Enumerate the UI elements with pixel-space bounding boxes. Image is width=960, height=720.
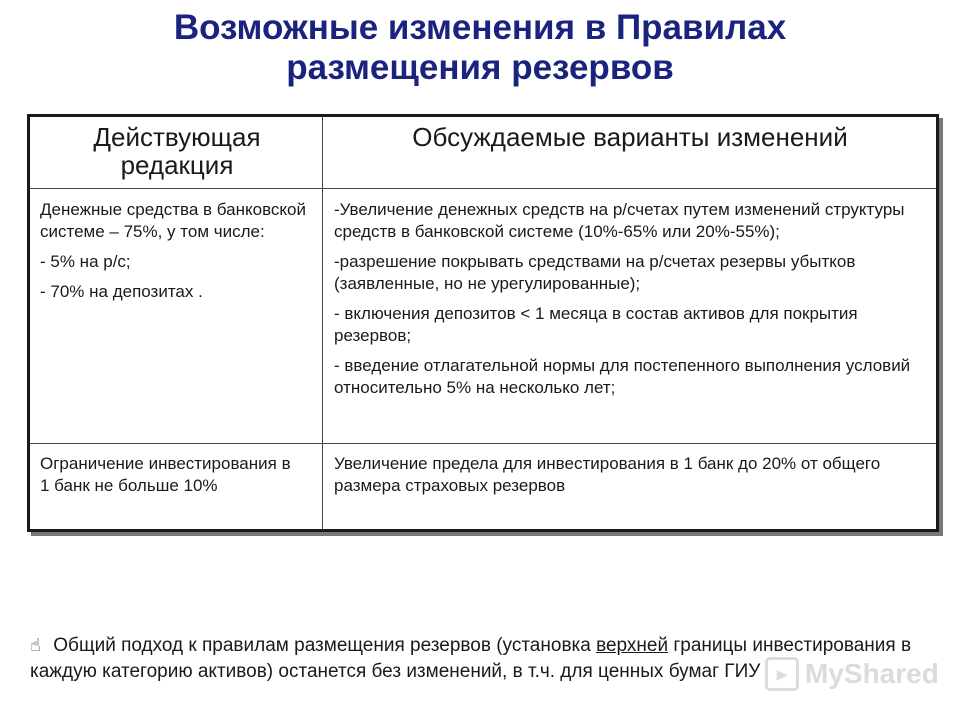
header-proposed-changes: Обсуждаемые варианты изменений <box>412 122 848 152</box>
row-1-proposed-item: -Увеличение денежных средств на р/счетах путем изменений структуры средств в банковской системе (10%-65% или 20%-55%); <box>334 200 905 241</box>
row-1-proposed-item: - введение отлагательной нормы для постепенного выполнения условий относительно 5% на несколько лет; <box>334 356 911 397</box>
row-1-current <box>40 199 308 303</box>
comparison-table <box>27 114 939 532</box>
watermark-text: MyShared <box>805 658 939 689</box>
title-line-2: размещения резервов <box>286 48 674 87</box>
title-line-1: Возможные изменения в Правилах <box>173 8 787 47</box>
header-row-divider <box>30 188 936 189</box>
header-current-edition: Действующая редакция <box>93 122 261 180</box>
row-2-proposed-item: Увеличение предела для инвестирования в 1 банк до 20% от общего размера страховых резервов <box>334 454 881 495</box>
footnote-text-after: границы инвестирования в каждую категорию активов) останется без изменений, в т.ч. для ценных бумаг ГИУ <box>30 635 912 682</box>
row-2-current <box>40 453 298 497</box>
row-1-current-line: - 5% на р/с; <box>40 252 131 271</box>
footnote-text-before: Общий подход к правилам размещения резервов (установка <box>53 635 597 656</box>
column-divider <box>322 117 323 529</box>
row-divider <box>30 443 936 444</box>
row-1-proposed <box>334 199 924 399</box>
footnote-underlined-word: верхней <box>596 635 669 656</box>
row-1-current-line: Денежные средства в банковской системе – 75%, у том числе: <box>40 200 306 241</box>
row-1-proposed-item: - включения депозитов < 1 месяца в состав активов для покрытия резервов; <box>334 304 858 345</box>
watermark-logo-icon: ▶ <box>765 657 799 691</box>
slide-title <box>40 8 920 88</box>
row-2-proposed <box>334 453 924 497</box>
pointing-hand-icon: ☝ <box>30 635 41 655</box>
row-2-current-line: Ограничение инвестирования в 1 банк не больше 10% <box>40 454 291 495</box>
watermark <box>765 656 939 692</box>
row-1-current-line: - 70% на депозитах . <box>40 282 203 301</box>
row-1-proposed-item: -разрешение покрывать средствами на р/счетах резервы убытков (заявленные, но не урегулированные); <box>334 252 856 293</box>
